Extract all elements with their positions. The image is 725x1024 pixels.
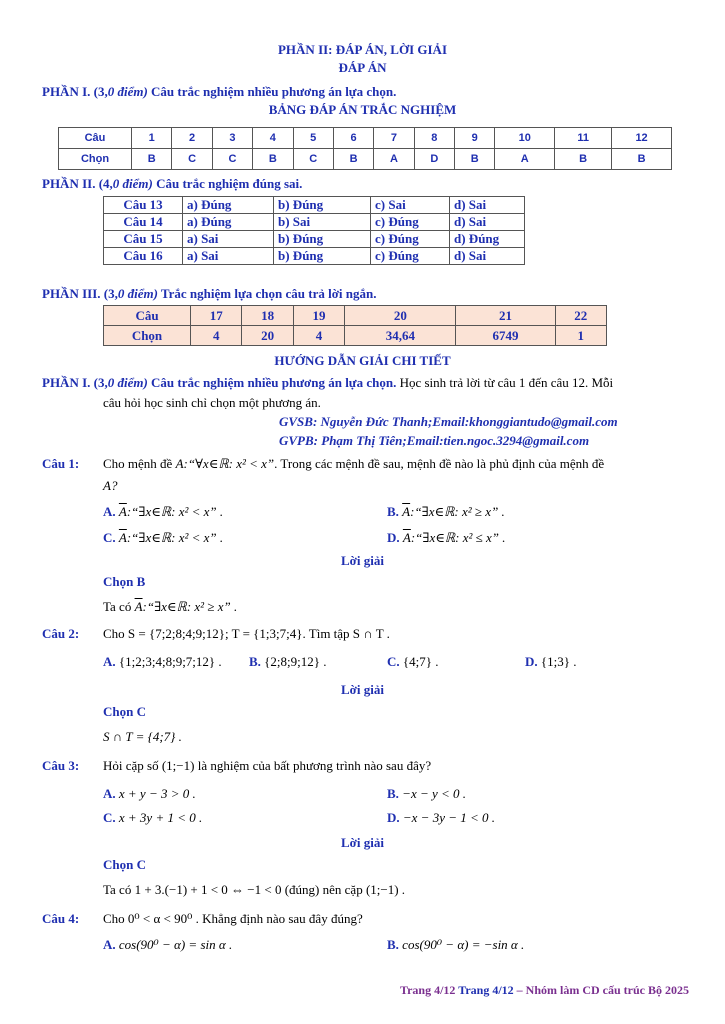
table-cell: 17 bbox=[191, 306, 242, 326]
question-1-stem-cont: A? bbox=[103, 478, 118, 493]
table-cell: 9 bbox=[455, 128, 495, 149]
question-1-label: Câu 1: bbox=[42, 456, 80, 471]
table-cell: B bbox=[333, 149, 373, 170]
part2-heading: PHẦN II. (4,0 điểm) Câu trắc nghiệm đúng sai. bbox=[42, 176, 303, 191]
table-cell: B bbox=[455, 149, 495, 170]
question-3-solution: Ta có 1 + 3.(−1) + 1 < 0 ⇔ −1 < 0 (đúng) nên cặp (1;−1) . bbox=[103, 882, 406, 897]
short-answer-table bbox=[103, 305, 607, 346]
table-cell: d) Đúng bbox=[450, 231, 525, 248]
table-cell: 18 bbox=[242, 306, 293, 326]
table-cell: Chọn bbox=[104, 326, 191, 346]
table-cell: c) Sai bbox=[371, 197, 450, 214]
table-cell: d) Sai bbox=[450, 248, 525, 265]
table-cell: a) Đúng bbox=[183, 197, 274, 214]
table-row bbox=[104, 326, 607, 346]
gvpb-credit: GVPB: Phạm Thị Tiên;Email:tien.ngoc.3294@gmail.com bbox=[279, 433, 590, 448]
table-cell: 20 bbox=[345, 306, 456, 326]
table-cell: 12 bbox=[612, 128, 672, 149]
question-2-solution: S ∩ T = {4;7} . bbox=[103, 729, 182, 744]
table-cell: 34,64 bbox=[345, 326, 456, 346]
table-cell: Câu 13 bbox=[104, 197, 183, 214]
table-cell: C bbox=[212, 149, 252, 170]
table-cell: b) Đúng bbox=[274, 248, 371, 265]
table-cell: 20 bbox=[242, 326, 293, 346]
question-1-stem: Cho mệnh đề A:“∀x∈ℝ: x² < x”. Trong các mệnh đề sau, mệnh đề nào là phủ định của mệnh đề bbox=[103, 456, 605, 471]
answer-title: ĐÁP ÁN bbox=[338, 60, 387, 75]
table-cell: Câu bbox=[104, 306, 191, 326]
question-4-option-b: B. cos(90⁰ − α) = −sin α . bbox=[387, 937, 525, 952]
table-cell: 5 bbox=[293, 128, 333, 149]
table-cell: 8 bbox=[414, 128, 454, 149]
table-cell: a) Sai bbox=[183, 248, 274, 265]
table-cell: c) Đúng bbox=[371, 248, 450, 265]
guide-title: HƯỚNG DẪN GIẢI CHI TIẾT bbox=[274, 353, 451, 368]
table-cell: B bbox=[132, 149, 172, 170]
table-row bbox=[104, 231, 525, 248]
page-title: PHẦN II: ĐÁP ÁN, LỜI GIẢI bbox=[277, 42, 447, 57]
question-3-option-c: C. x + 3y + 1 < 0 . bbox=[103, 810, 203, 825]
table-cell: 1 bbox=[555, 326, 606, 346]
mc-answer-table bbox=[58, 127, 672, 170]
table-row bbox=[59, 128, 672, 149]
question-2-label: Câu 2: bbox=[42, 626, 80, 641]
mc-table-title: BẢNG ĐÁP ÁN TRẮC NGHIỆM bbox=[268, 102, 457, 117]
table-cell: 11 bbox=[555, 128, 612, 149]
question-3-option-d: D. −x − 3y − 1 < 0 . bbox=[387, 810, 496, 825]
table-cell: Chọn bbox=[59, 149, 132, 170]
table-row bbox=[104, 306, 607, 326]
table-cell: a) Đúng bbox=[183, 214, 274, 231]
part1-heading: PHẦN I. (3,0 điểm) Câu trắc nghiệm nhiều phương án lựa chọn. bbox=[42, 84, 397, 99]
question-1-option-a: A. $\overline{A}:“\exists x\in ℝ$: x² < x” . bbox=[103, 504, 224, 519]
question-1-option-c: C. $\overline{A}:“\exists x\in ℝ$: x² < x” . bbox=[103, 530, 224, 545]
gvsb-credit: GVSB: Nguyễn Đức Thanh;Email:khonggiantudo@gmail.com bbox=[279, 414, 618, 429]
table-cell: 2 bbox=[172, 128, 212, 149]
true-false-table bbox=[103, 196, 525, 265]
table-cell: c) Đúng bbox=[371, 231, 450, 248]
question-1-choice: Chọn B bbox=[103, 574, 146, 589]
negation-a: $\overline{A}$ bbox=[402, 530, 411, 545]
table-cell: b) Sai bbox=[274, 214, 371, 231]
table-cell: 4 bbox=[191, 326, 242, 346]
question-3-solution-title: Lời giải bbox=[341, 835, 384, 850]
table-cell: Câu bbox=[59, 128, 132, 149]
page-footer: Trang 4/12 Trang 4/12 – Nhóm làm CD cấu trúc Bộ 2025 bbox=[399, 983, 689, 997]
table-cell: C bbox=[172, 149, 212, 170]
guide-part1-heading: PHẦN I. (3,0 điểm) Câu trắc nghiệm nhiều phương án lựa chọn. Học sinh trả lời từ câu 1 đến câu 12. Mỗi bbox=[42, 375, 614, 390]
table-cell: A bbox=[495, 149, 555, 170]
table-cell: Câu 14 bbox=[104, 214, 183, 231]
table-cell: b) Đúng bbox=[274, 231, 371, 248]
table-cell: b) Đúng bbox=[274, 197, 371, 214]
table-row bbox=[104, 248, 525, 265]
question-2-option-d: D. {1;3} . bbox=[525, 654, 577, 669]
table-cell: a) Sai bbox=[183, 231, 274, 248]
part3-heading: PHẦN III. (3,0 điểm) Trắc nghiệm lựa chọn câu trả lời ngắn. bbox=[42, 286, 377, 301]
table-cell: 10 bbox=[495, 128, 555, 149]
question-1-option-b: B. $\overline{A}:“\exists x\in ℝ$: x² ≥ x” . bbox=[387, 504, 505, 519]
question-2-option-b: B. {2;8;9;12} . bbox=[249, 654, 327, 669]
table-cell: A bbox=[374, 149, 414, 170]
question-4-option-a: A. cos(90⁰ − α) = sin α . bbox=[103, 937, 233, 952]
table-cell: 6749 bbox=[456, 326, 555, 346]
table-cell: B bbox=[253, 149, 293, 170]
table-cell: 7 bbox=[374, 128, 414, 149]
table-cell: 4 bbox=[253, 128, 293, 149]
table-cell: 6 bbox=[333, 128, 373, 149]
table-cell: 19 bbox=[293, 306, 344, 326]
question-3-label: Câu 3: bbox=[42, 758, 80, 773]
question-3-option-a: A. x + y − 3 > 0 . bbox=[103, 786, 196, 801]
guide-part1-note: câu hỏi học sinh chỉ chọn một phương án. bbox=[103, 395, 321, 410]
table-cell: 21 bbox=[456, 306, 555, 326]
negation-a: $\overline{A}$ bbox=[118, 530, 127, 545]
table-cell: D bbox=[414, 149, 454, 170]
table-cell: B bbox=[612, 149, 672, 170]
table-cell: c) Đúng bbox=[371, 214, 450, 231]
question-2-option-c: C. {4;7} . bbox=[387, 654, 439, 669]
question-3-option-b: B. −x − y < 0 . bbox=[387, 786, 467, 801]
table-cell: d) Sai bbox=[450, 197, 525, 214]
table-cell: 22 bbox=[555, 306, 606, 326]
question-1-option-d: D. $\overline{A}:“\exists x\in ℝ$: x² ≤ x” . bbox=[387, 530, 506, 545]
table-cell: 1 bbox=[132, 128, 172, 149]
question-4-label: Câu 4: bbox=[42, 911, 80, 926]
table-row bbox=[104, 197, 525, 214]
question-3-choice: Chọn C bbox=[103, 857, 146, 872]
table-cell: Câu 15 bbox=[104, 231, 183, 248]
question-2-option-a: A. {1;2;3;4;8;9;7;12} . bbox=[103, 654, 222, 669]
table-cell: 4 bbox=[293, 326, 344, 346]
table-cell: 3 bbox=[212, 128, 252, 149]
question-3-stem: Hỏi cặp số (1;−1) là nghiệm của bất phương trình nào sau đây? bbox=[103, 758, 432, 773]
table-row bbox=[104, 214, 525, 231]
negation-a: $\overline{A}$ bbox=[134, 599, 143, 614]
negation-a: $\overline{A}$ bbox=[118, 504, 127, 519]
question-2-choice: Chọn C bbox=[103, 704, 146, 719]
question-2-stem: Cho S = {7;2;8;4;9;12}; T = {1;3;7;4}. Tìm tập S ∩ T . bbox=[103, 626, 390, 641]
negation-a: $\overline{A}$ bbox=[402, 504, 411, 519]
table-cell: Câu 16 bbox=[104, 248, 183, 265]
table-cell: C bbox=[293, 149, 333, 170]
question-1-solution: Ta có $\overline{A}:“\exists x\in ℝ$: x² ≥ x” . bbox=[103, 599, 238, 614]
table-cell: B bbox=[555, 149, 612, 170]
question-1-solution-title: Lời giải bbox=[341, 553, 384, 568]
table-cell: d) Sai bbox=[450, 214, 525, 231]
question-4-stem: Cho 0⁰ < α < 90⁰ . Khẳng định nào sau đây đúng? bbox=[103, 911, 363, 926]
table-row bbox=[59, 149, 672, 170]
question-2-solution-title: Lời giải bbox=[341, 682, 384, 697]
